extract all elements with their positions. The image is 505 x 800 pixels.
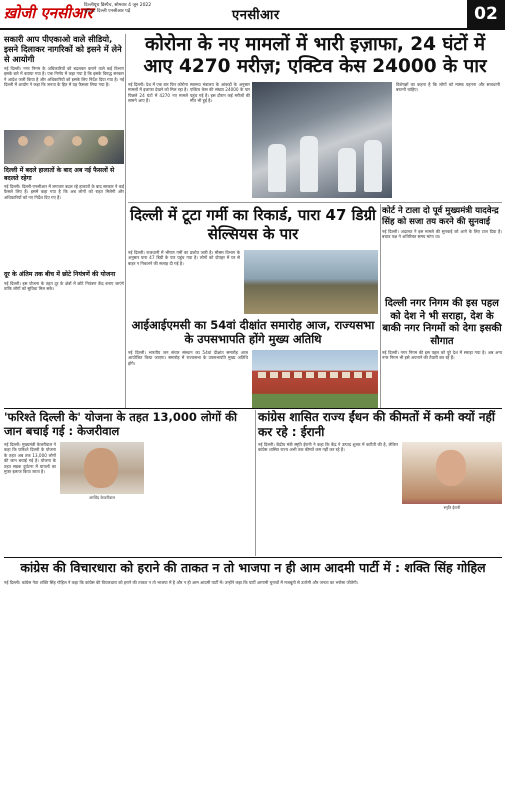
mcd-body: नई दिल्ली। नगर निगम की इस पहल को पूरे देश में सराहा गया है। अब अन्य नगर निगम भी इसे अपनाने की तैयारी कर रहे हैं।: [382, 350, 502, 361]
kejriwal-photo: [60, 442, 144, 502]
iimc-story-body: [128, 350, 378, 408]
left-body: नई दिल्ली। नगर निगम के अधिकारियों को बदलकर कराने वाले कई विभाग इसके बारे में बताया गया है। एक निर्णय में कहा गया है कि इसके विरुद्ध सरकार ने आदेश जारी किया है और अधिकारियों को इसके लिए निर्देश दिया गया है। नई दिल्ली में आयोग ने कहा कि जनता के हित में यह फैसला लिया गया है।: [4, 66, 124, 88]
meta-line-2: शुक्रिया दिल्ली एनसीआर पढ़ें: [84, 9, 131, 14]
divider: [4, 557, 502, 558]
divider: [4, 408, 502, 409]
covid-col-2: स्वास्थ्य मंत्रालय के आंकड़ों के अनुसार एक्टिव केस की संख्या 24000 के पार पहुंच गई है। इस दौरान कई मरीजों की मौत भी हुई है।: [190, 82, 250, 104]
covid-col-1: नई दिल्ली। देश में एक बार फिर कोरोना मामलों में इजाफा देखने को मिल रहा है। पिछले 24 घंटों में 4270 नए मामले सामने आए हैं।: [128, 82, 188, 104]
gohil-body: नई दिल्ली। कांग्रेस नेता शक्ति सिंह गोहिल ने कहा कि कांग्रेस की विचारधारा को हराने की ताकत न तो भाजपा में है और न ही आम आदमी पार्टी में। उन्होंने कहा कि पार्टी आगामी चुनावों में मजबूती से उतरेगी और जनता का भरोसा जीतेगी।: [4, 580, 359, 585]
iimc-story-header: [128, 318, 378, 346]
irani-photo: [402, 442, 502, 512]
newspaper-logo: ख़ोजी एनसीआर: [4, 4, 93, 22]
left-photo: [4, 130, 124, 164]
kejriwal-story-header: [4, 410, 254, 438]
covid-headline: कोरोना के नए मामलों में भारी इज़ाफा, 24 घंटों में आए 4270 मरीज़; एक्टिव केस 24000 के पार: [143, 34, 487, 77]
gohil-headline: कांग्रेस की विचारधारा को हराने की ताकत न तो भाजपा न ही आम आदमी पार्टी में : शक्ति सिंह गोहिल: [20, 560, 486, 575]
gohil-story-body: [4, 580, 502, 794]
irani-story-body: [258, 442, 502, 552]
section-title: एनसीआर: [232, 8, 280, 23]
left-headline: सकारी आप पीएकाओ वाले सीडियो, इसने दिलाकर नागरिकों को इसने में लेने से आयोगी: [4, 34, 122, 64]
left-subhead-2: दूर के अंतिम तक बीच में छोटे नियंत्रणें की योजना: [4, 271, 116, 278]
left-body-3: नई दिल्ली। इस योजना के तहत दूर के क्षेत्रों में छोटे नियंत्रण केंद्र बनाए जाएंगे ताकि लोगों को सुविधा मिल सके।: [4, 280, 124, 291]
column-divider: [125, 34, 126, 408]
heat-body: नई दिल्ली। राजधानी में भीषण गर्मी का प्रकोप जारी है। मौसम विभाग के अनुसार पारा 47 डिग्री के पार पहुंच गया है। लोगों को दोपहर में घर से बाहर न निकलने की सलाह दी गई है।: [128, 250, 240, 266]
court-body: नई दिल्ली। अदालत ने इस मामले की सुनवाई को आगे के लिए टाल दिया है। बचाव पक्ष ने अतिरिक्त समय मांगा था।: [382, 229, 502, 240]
iimc-body: नई दिल्ली। भारतीय जन संचार संस्थान का 54वां दीक्षांत समारोह आज आयोजित किया जाएगा। समारोह में राज्यसभा के उपसभापति मुख्य अतिथि होंगे।: [128, 350, 248, 366]
mcd-headline: दिल्ली नगर निगम की इस पहल को देश ने भी सराहा, देश के बाकी नगर निगमों को देगा इसकी सौगात: [382, 298, 502, 347]
mcd-story: [382, 298, 502, 408]
gohil-story-header: [4, 560, 502, 575]
court-story: [382, 206, 502, 275]
divider: [128, 202, 502, 203]
heat-story-body: [128, 250, 378, 314]
kejriwal-headline: 'फरिश्ते दिल्ली के' योजना के तहत 13,000 लोगों की जान बचाई गई : केजरीवाल: [4, 410, 237, 438]
iimc-headline: आईआईएमसी का 54वां दीक्षांत समारोह आज, राज्यसभा के उपसभापति होंगे मुख्य अतिथि: [131, 318, 375, 346]
masthead-meta: [84, 3, 151, 15]
column-divider: [380, 204, 381, 408]
heat-story-header: [128, 206, 378, 244]
covid-col-4: विशेषज्ञों का कहना है कि लोगों को मास्क पहनना और सावधानी बरतनी चाहिए।: [396, 82, 500, 93]
irani-story-header: [258, 410, 502, 439]
column-divider: [255, 410, 256, 556]
meta-line-1: दिल्लीयूथ डिस्पैच, सोमवार 4 जून 2022: [84, 3, 152, 8]
irani-caption: स्मृति ईरानी: [402, 504, 502, 512]
left-column-story: [4, 34, 124, 408]
iimc-building-photo: [252, 350, 378, 408]
kejriwal-story-body: [4, 442, 254, 552]
irani-headline: कांग्रेस शासित राज्य ईंधन की कीमतों में कमी क्यों नहीं कर रहे : ईरानी: [258, 410, 495, 439]
covid-story-body: [128, 82, 502, 200]
heat-photo: [244, 250, 378, 314]
left-body-2: नई दिल्ली। दिल्ली-एनसीआर में लगातार बदल रहे हालातों के बाद सरकार ने कई फैसले लिए हैं। इसमें कहा गया है कि अब लोगों को राहत मिलेगी और अधिकारियों को नए निर्देश दिए गए हैं।: [4, 184, 124, 200]
left-subhead-1: दिल्ली में बदले हालातों के बाद अब नई फैसलों से बदलते रहेगा: [4, 167, 115, 182]
kejriwal-body: नई दिल्ली। मुख्यमंत्री केजरीवाल ने कहा कि फरिश्ते दिल्ली के योजना के तहत अब तक 13,000 लोगों की जान बचाई गई है। योजना के तहत सड़क दुर्घटना में घायलों का मुफ्त इलाज किया जाता है।: [4, 442, 56, 475]
irani-body: नई दिल्ली। केंद्रीय मंत्री स्मृति ईरानी ने कहा कि केंद्र ने उत्पाद शुल्क में कटौती की है, लेकिन कांग्रेस शासित राज्य अभी तक कीमतें कम नहीं कर रहे हैं।: [258, 442, 398, 453]
page-number: 02: [467, 0, 505, 28]
heat-headline: दिल्ली में टूटा गर्मी का रिकार्ड, पारा 47 डिग्री सेल्सियस के पार: [130, 206, 376, 243]
masthead: [0, 0, 505, 30]
court-headline: कोर्ट ने टाला दो पूर्व मुख्यमंत्री यादवेन्द्र सिंह को सजा तय करने की सुनवाई: [382, 206, 499, 227]
covid-photo: [252, 82, 392, 198]
covid-story-header: [128, 34, 502, 78]
kejriwal-caption: अरविंद केजरीवाल: [60, 494, 144, 502]
